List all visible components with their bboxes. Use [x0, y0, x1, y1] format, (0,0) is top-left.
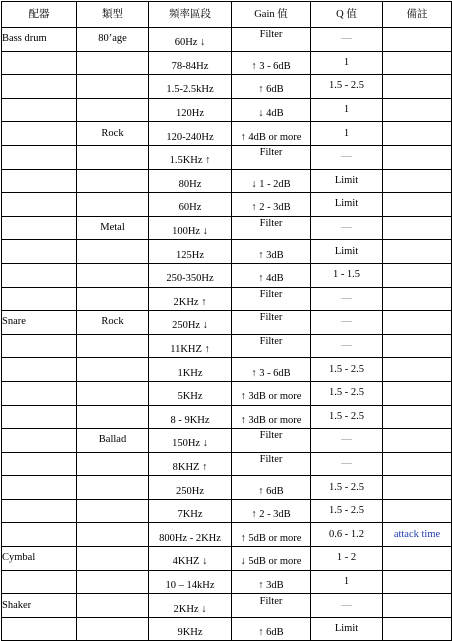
- table-row: [2, 594, 452, 618]
- header-notes: 備註: [383, 2, 452, 28]
- note-cell: [383, 405, 452, 429]
- gain-cell-text: ↓ 4dB: [258, 108, 284, 120]
- gain-cell: [232, 51, 311, 75]
- q-cell-text: Limit: [334, 623, 359, 635]
- q-cell-text: —: [341, 222, 352, 234]
- type-cell: [77, 145, 149, 169]
- frequency-cell-text: 800Hz - 2KHz: [159, 532, 221, 544]
- frequency-cell: [149, 169, 232, 193]
- q-cell: [311, 311, 383, 335]
- instrument-cell: [2, 193, 77, 217]
- gain-cell: [232, 263, 311, 287]
- frequency-cell: [149, 499, 232, 523]
- type-cell: [77, 75, 149, 99]
- note-cell: [383, 594, 452, 618]
- table-row: [2, 405, 452, 429]
- q-cell: [311, 75, 383, 99]
- frequency-cell: [149, 193, 232, 217]
- q-cell: [311, 358, 383, 382]
- frequency-cell: [149, 358, 232, 382]
- header-type: 類型: [77, 2, 149, 28]
- eq-table: [1, 1, 452, 641]
- instrument-cell: [2, 216, 77, 240]
- gain-cell-text: ↑ 3 - 6dB: [251, 60, 291, 72]
- q-cell: [311, 193, 383, 217]
- q-cell-text: Limit: [334, 198, 359, 210]
- q-cell: [311, 547, 383, 571]
- q-cell-text: 1.5 - 2.5: [329, 410, 364, 422]
- table-row: [2, 216, 452, 240]
- q-cell-text: 1: [343, 127, 350, 139]
- frequency-cell: [149, 122, 232, 146]
- type-cell: [77, 216, 149, 240]
- table-row: [2, 145, 452, 169]
- instrument-cell: [2, 523, 77, 547]
- gain-cell-text: ↑ 4dB or more: [240, 131, 302, 143]
- note-cell: [383, 240, 452, 264]
- table-row: [2, 358, 452, 382]
- type-cell: [77, 594, 149, 618]
- type-cell: [77, 193, 149, 217]
- gain-cell: [232, 429, 311, 453]
- instrument-cell: [2, 452, 77, 476]
- table-row: [2, 523, 452, 547]
- table-row: [2, 122, 452, 146]
- type-cell: [77, 405, 149, 429]
- type-cell: [77, 617, 149, 641]
- table-row: [2, 547, 452, 571]
- gain-cell: [232, 75, 311, 99]
- frequency-cell-text: 78-84Hz: [171, 60, 209, 72]
- type-cell: [77, 429, 149, 453]
- gain-cell-text: ↑ 2 - 3dB: [251, 509, 291, 521]
- frequency-cell: [149, 523, 232, 547]
- type-cell: [77, 51, 149, 75]
- table-row: [2, 240, 452, 264]
- note-cell: [383, 169, 452, 193]
- gain-cell: [232, 240, 311, 264]
- frequency-cell-text: 125Hz: [176, 249, 204, 261]
- frequency-cell-text: 1.5-2.5kHz: [166, 84, 214, 96]
- frequency-cell: [149, 594, 232, 618]
- note-cell: [383, 51, 452, 75]
- frequency-cell: [149, 263, 232, 287]
- q-cell-text: 1.5 - 2.5: [329, 481, 364, 493]
- table-row: [2, 28, 452, 52]
- instrument-cell-text: Snare: [2, 316, 26, 328]
- gain-cell-text: ↑ 3dB or more: [240, 391, 302, 403]
- instrument-cell: [2, 51, 77, 75]
- gain-cell: [232, 523, 311, 547]
- q-cell-text: 1 - 2: [336, 552, 357, 564]
- q-cell-text: 1.5 - 2.5: [329, 80, 364, 92]
- gain-cell: [232, 169, 311, 193]
- note-cell: [383, 476, 452, 500]
- frequency-cell: [149, 145, 232, 169]
- table-row: [2, 263, 452, 287]
- q-cell-text: 1: [343, 575, 350, 587]
- gain-cell: [232, 122, 311, 146]
- frequency-cell-text: 4KHZ ↓: [172, 556, 208, 568]
- type-cell-text: Metal: [100, 222, 125, 234]
- q-cell: [311, 145, 383, 169]
- gain-cell-text: Filter: [259, 430, 283, 442]
- frequency-cell-text: 8 - 9KHz: [170, 414, 210, 426]
- type-cell-text: 80’age: [98, 33, 127, 45]
- instrument-cell: [2, 169, 77, 193]
- table-row: [2, 570, 452, 594]
- type-cell: [77, 28, 149, 52]
- q-cell: [311, 169, 383, 193]
- frequency-cell: [149, 405, 232, 429]
- frequency-cell: [149, 98, 232, 122]
- frequency-cell-text: 60Hz ↓: [174, 37, 206, 49]
- instrument-cell: [2, 263, 77, 287]
- frequency-cell-text: 5KHz: [177, 391, 203, 403]
- gain-cell: [232, 452, 311, 476]
- type-cell: [77, 476, 149, 500]
- note-cell: [383, 570, 452, 594]
- instrument-cell: [2, 381, 77, 405]
- note-cell: [383, 617, 452, 641]
- gain-cell: [232, 358, 311, 382]
- type-cell: [77, 547, 149, 571]
- type-cell: [77, 452, 149, 476]
- q-cell-text: —: [341, 33, 352, 45]
- frequency-cell: [149, 51, 232, 75]
- gain-cell: [232, 193, 311, 217]
- type-cell: [77, 570, 149, 594]
- frequency-cell: [149, 75, 232, 99]
- frequency-cell-text: 120Hz: [176, 108, 204, 120]
- gain-cell: [232, 28, 311, 52]
- q-cell-text: Limit: [334, 245, 359, 257]
- table-row: [2, 169, 452, 193]
- instrument-cell: [2, 570, 77, 594]
- q-cell-text: —: [341, 340, 352, 352]
- frequency-cell-text: 10 – 14kHz: [165, 579, 215, 591]
- q-cell: [311, 98, 383, 122]
- note-cell: [383, 28, 452, 52]
- gain-cell: [232, 594, 311, 618]
- gain-cell-text: Filter: [259, 336, 283, 348]
- frequency-cell: [149, 476, 232, 500]
- frequency-cell: [149, 452, 232, 476]
- frequency-cell: [149, 28, 232, 52]
- table-row: [2, 193, 452, 217]
- q-cell-text: —: [341, 457, 352, 469]
- frequency-cell: [149, 240, 232, 264]
- header-instrument: 配器: [2, 2, 77, 28]
- frequency-cell-text: 8KHZ ↑: [172, 461, 208, 473]
- q-cell-text: 1.5 - 2.5: [329, 505, 364, 517]
- q-cell: [311, 28, 383, 52]
- frequency-cell-text: 250Hz ↓: [172, 320, 208, 332]
- frequency-cell-text: 60Hz: [178, 202, 202, 214]
- instrument-cell-text: Shaker: [2, 599, 32, 611]
- q-cell-text: —: [341, 151, 352, 163]
- instrument-cell: [2, 594, 77, 618]
- frequency-cell: [149, 334, 232, 358]
- note-cell: [383, 216, 452, 240]
- q-cell: [311, 122, 383, 146]
- type-cell: [77, 334, 149, 358]
- note-cell: [383, 547, 452, 571]
- instrument-cell-text: Bass drum: [2, 33, 47, 45]
- type-cell-text: Rock: [101, 316, 124, 328]
- gain-cell-text: ↑ 3dB: [258, 579, 284, 591]
- q-cell: [311, 476, 383, 500]
- gain-cell: [232, 98, 311, 122]
- note-cell: [383, 75, 452, 99]
- instrument-cell: [2, 429, 77, 453]
- type-cell: [77, 98, 149, 122]
- gain-cell-text: ↑ 3dB or more: [240, 414, 302, 426]
- frequency-cell: [149, 216, 232, 240]
- frequency-cell-text: 120-240Hz: [166, 131, 214, 143]
- q-cell-text: —: [341, 316, 352, 328]
- header-q: Q 值: [311, 2, 383, 28]
- note-cell: [383, 452, 452, 476]
- type-cell: [77, 523, 149, 547]
- frequency-cell-text: 1.5KHz ↑: [169, 155, 211, 167]
- header-frequency: 頻率區段: [149, 2, 232, 28]
- gain-cell: [232, 570, 311, 594]
- gain-cell-text: ↑ 6dB: [258, 84, 284, 96]
- note-cell-text: attack time: [393, 528, 441, 540]
- note-cell: [383, 98, 452, 122]
- q-cell: [311, 263, 383, 287]
- instrument-cell: [2, 499, 77, 523]
- gain-cell: [232, 547, 311, 571]
- q-cell: [311, 499, 383, 523]
- note-cell: [383, 499, 452, 523]
- gain-cell-text: Filter: [259, 312, 283, 324]
- frequency-cell: [149, 381, 232, 405]
- frequency-cell-text: 250-350Hz: [166, 273, 214, 285]
- gain-cell-text: Filter: [259, 453, 283, 465]
- gain-cell: [232, 476, 311, 500]
- q-cell-text: 0.6 - 1.2: [329, 528, 364, 540]
- instrument-cell: [2, 240, 77, 264]
- type-cell: [77, 263, 149, 287]
- frequency-cell-text: 100Hz ↓: [172, 226, 208, 238]
- q-cell-text: 1.5 - 2.5: [329, 363, 364, 375]
- frequency-cell: [149, 429, 232, 453]
- table-row: [2, 311, 452, 335]
- note-cell: [383, 311, 452, 335]
- gain-cell: [232, 405, 311, 429]
- instrument-cell: [2, 617, 77, 641]
- type-cell-text: Rock: [101, 127, 124, 139]
- table-row: [2, 617, 452, 641]
- gain-cell-text: Filter: [259, 288, 283, 300]
- instrument-cell: [2, 75, 77, 99]
- type-cell: [77, 499, 149, 523]
- q-cell-text: —: [341, 599, 352, 611]
- instrument-cell: [2, 287, 77, 311]
- q-cell-text: —: [341, 292, 352, 304]
- q-cell: [311, 594, 383, 618]
- gain-cell-text: ↓ 5dB or more: [240, 556, 302, 568]
- type-cell: [77, 311, 149, 335]
- gain-cell: [232, 499, 311, 523]
- note-cell: [383, 429, 452, 453]
- frequency-cell-text: 150Hz ↓: [172, 438, 208, 450]
- type-cell: [77, 287, 149, 311]
- table-row: [2, 381, 452, 405]
- note-cell: [383, 263, 452, 287]
- table-row: [2, 499, 452, 523]
- instrument-cell: [2, 122, 77, 146]
- note-cell: [383, 358, 452, 382]
- type-cell: [77, 169, 149, 193]
- type-cell-text: Ballad: [98, 434, 127, 446]
- gain-cell-text: ↑ 3dB: [258, 249, 284, 261]
- q-cell: [311, 405, 383, 429]
- instrument-cell: [2, 145, 77, 169]
- q-cell: [311, 381, 383, 405]
- header-row: [2, 2, 452, 28]
- gain-cell-text: Filter: [259, 595, 283, 607]
- note-cell: [383, 334, 452, 358]
- table-row: [2, 476, 452, 500]
- instrument-cell: [2, 334, 77, 358]
- instrument-cell: [2, 358, 77, 382]
- q-cell: [311, 216, 383, 240]
- q-cell-text: 1 - 1.5: [332, 269, 361, 281]
- table-row: [2, 334, 452, 358]
- gain-cell: [232, 145, 311, 169]
- type-cell: [77, 122, 149, 146]
- gain-cell: [232, 334, 311, 358]
- type-cell: [77, 358, 149, 382]
- note-cell: [383, 381, 452, 405]
- gain-cell-text: Filter: [259, 29, 283, 41]
- table-row: [2, 429, 452, 453]
- frequency-cell-text: 1KHz: [177, 367, 203, 379]
- instrument-cell: [2, 405, 77, 429]
- table-row: [2, 287, 452, 311]
- gain-cell-text: ↑ 2 - 3dB: [251, 202, 291, 214]
- table-body: [2, 28, 452, 641]
- frequency-cell-text: 250Hz: [176, 485, 204, 497]
- gain-cell: [232, 311, 311, 335]
- q-cell: [311, 429, 383, 453]
- instrument-cell: [2, 311, 77, 335]
- instrument-cell: [2, 476, 77, 500]
- frequency-cell-text: 2KHz ↑: [173, 296, 207, 308]
- gain-cell: [232, 617, 311, 641]
- q-cell: [311, 523, 383, 547]
- table-row: [2, 75, 452, 99]
- q-cell: [311, 452, 383, 476]
- gain-cell-text: ↑ 6dB: [258, 627, 284, 639]
- note-cell: [383, 145, 452, 169]
- frequency-cell-text: 2KHz ↓: [173, 603, 207, 615]
- q-cell: [311, 570, 383, 594]
- gain-cell: [232, 287, 311, 311]
- type-cell: [77, 240, 149, 264]
- gain-cell: [232, 381, 311, 405]
- instrument-cell: [2, 98, 77, 122]
- q-cell: [311, 617, 383, 641]
- frequency-cell-text: 80Hz: [178, 178, 202, 190]
- frequency-cell-text: 11KHZ ↑: [170, 344, 210, 356]
- instrument-cell: [2, 547, 77, 571]
- q-cell-text: 1: [343, 104, 350, 116]
- q-cell-text: 1: [343, 56, 350, 68]
- type-cell: [77, 381, 149, 405]
- gain-cell-text: ↑ 3 - 6dB: [251, 367, 291, 379]
- frequency-cell: [149, 547, 232, 571]
- instrument-cell: [2, 28, 77, 52]
- frequency-cell: [149, 570, 232, 594]
- note-cell: [383, 287, 452, 311]
- frequency-cell: [149, 311, 232, 335]
- q-cell: [311, 51, 383, 75]
- table-row: [2, 51, 452, 75]
- frequency-cell: [149, 287, 232, 311]
- gain-cell-text: ↑ 6dB: [258, 485, 284, 497]
- q-cell: [311, 334, 383, 358]
- gain-cell: [232, 216, 311, 240]
- gain-cell-text: Filter: [259, 147, 283, 159]
- instrument-cell-text: Cymbal: [2, 552, 36, 564]
- q-cell-text: —: [341, 434, 352, 446]
- gain-cell-text: ↑ 5dB or more: [240, 532, 302, 544]
- gain-cell-text: ↑ 4dB: [258, 273, 284, 285]
- q-cell-text: Limit: [334, 174, 359, 186]
- note-cell: [383, 523, 452, 547]
- frequency-cell-text: 9KHz: [177, 627, 203, 639]
- gain-cell-text: Filter: [259, 218, 283, 230]
- q-cell: [311, 240, 383, 264]
- table-row: [2, 452, 452, 476]
- frequency-cell: [149, 617, 232, 641]
- frequency-cell-text: 7KHz: [177, 509, 203, 521]
- q-cell: [311, 287, 383, 311]
- table-row: [2, 98, 452, 122]
- note-cell: [383, 193, 452, 217]
- header-gain: Gain 值: [232, 2, 311, 28]
- gain-cell-text: ↓ 1 - 2dB: [251, 178, 291, 190]
- note-cell: [383, 122, 452, 146]
- q-cell-text: 1.5 - 2.5: [329, 387, 364, 399]
